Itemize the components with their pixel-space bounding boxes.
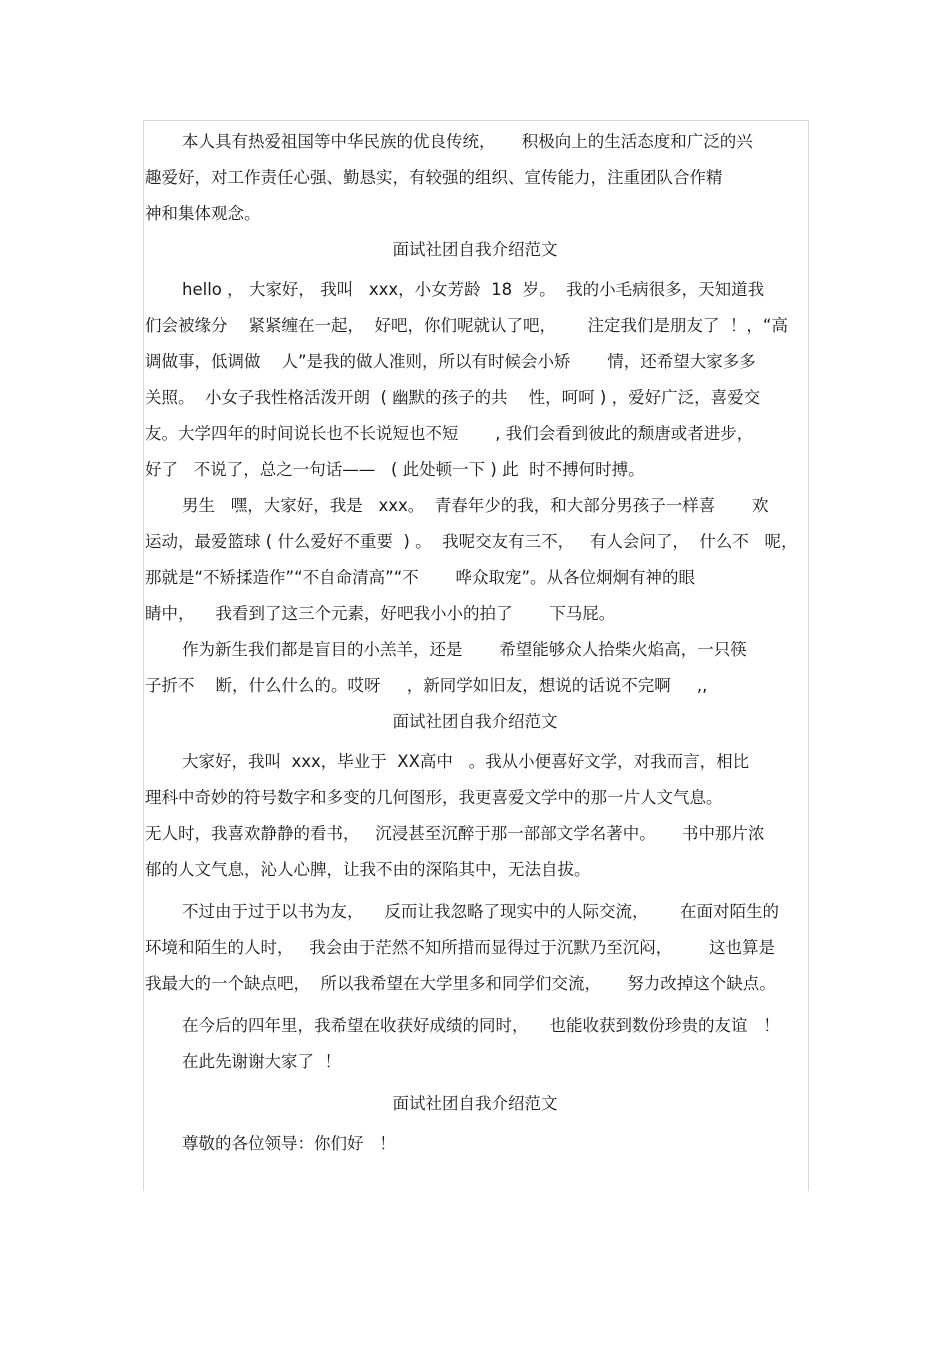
text-line: 好了 不说了，总之一句话—— ( 此处顿一下 ) 此 时不搏何时搏。 [145,460,645,479]
section-title: 面试社团自我介绍范文 [392,240,558,259]
text-line: 无人时，我喜欢静静的看书， 沉浸甚至沉醉于那一部部文学名著中。 书中那片浓 [145,824,765,843]
text-line: 那就是“不矫揉造作”“不自命清高”“不 哗众取宠”。从各位炯炯有神的眼 [145,568,696,587]
text-line: 环境和陌生的人时， 我会由于茫然不知所措而显得过于沉默乃至沉闷， 这也算是 [145,938,775,957]
paragraph-6 [145,894,805,1002]
text-line: 睛中， 我看到了这三个元素，好吧我小小的拍了 下马屁。 [145,604,616,623]
paragraph-1 [145,124,805,232]
text-line: 不过由于过于以书为友， 反而让我忽略了现实中的人际交流， 在面对陌生的 [182,902,779,921]
section-title: 面试社团自我介绍范文 [392,712,558,731]
document-body [145,124,805,1162]
paragraph-5 [145,744,805,888]
text-line: hello ， 大家好， 我叫 xxx，小女芳龄 18 岁。 我的小毛病很多，天知道我 [182,280,765,299]
section-title: 面试社团自我介绍范文 [392,1094,558,1113]
text-line: 尊敬的各位领导：你们好 ！ [182,1134,396,1153]
text-line: 男生 嘿，大家好，我是 xxx。 青春年少的我，和大部分男孩子一样喜 欢 [182,496,769,515]
paragraph-2 [145,272,805,488]
text-line: 大家好，我叫 xxx，毕业于 XX高中 。我从小便喜好文学，对我而言，相比 [182,752,750,771]
text-line: 们会被缘分 紧紧缠在一起， 好吧，你们呢就认了吧， 注定我们是朋友了 ！，“高 [145,316,788,335]
text-line: 在此先谢谢大家了 ！ [182,1052,341,1071]
text-line: 调做事，低调做 人”是我的做人准则，所以有时候会小矫 情，还希望大家多多 [145,352,756,371]
text-line: 关照。 小女子我性格活泼开朗 ( 幽默的孩子的共 性，呵呵 ) ，爱好广泛，喜爱交 [145,388,761,407]
text-line: 本人具有热爱祖国等中华民族的优良传统， 积极向上的生活态度和广泛的兴 [182,132,753,151]
text-line: 理科中奇妙的符号数字和多变的几何图形，我更喜爱文学中的那一片人文气息。 [145,788,723,807]
text-line: 我最大的一个缺点吧， 所以我希望在大学里多和同学们交流， 努力改掉这个缺点。 [145,974,776,993]
text-line: 趣爱好，对工作责任心强、勤恳实，有较强的组织、宣传能力，注重团队合作精 [145,168,723,187]
text-line: 友。大学四年的时间说长也不长说短也不短 , 我们会看到彼此的颓唐或者进步， [145,424,754,443]
text-line: 郁的人文气息，沁人心脾，让我不由的深陷其中，无法自拔。 [145,860,591,879]
paragraph-7 [145,1008,805,1080]
paragraph-8 [145,1126,805,1162]
text-line: 神和集体观念。 [145,204,261,223]
paragraph-4 [145,632,805,704]
text-line: 作为新生我们都是盲目的小羔羊，还是 希望能够众人拾柴火焰高，一只筷 [182,640,747,659]
text-line: 在今后的四年里，我希望在收获好成绩的同时， 也能收获到数份珍贵的友谊 ！ [182,1016,780,1035]
paragraph-3 [145,488,805,632]
text-line: 子折不 断，什么什么的。哎呀 ，新同学如旧友，想说的话说不完啊 ,, [145,676,708,695]
text-line: 运动，最爱篮球 ( 什么爱好不重要 ) 。 我呢交友有三不， 有人会问了， 什么不 呢， [145,532,798,551]
